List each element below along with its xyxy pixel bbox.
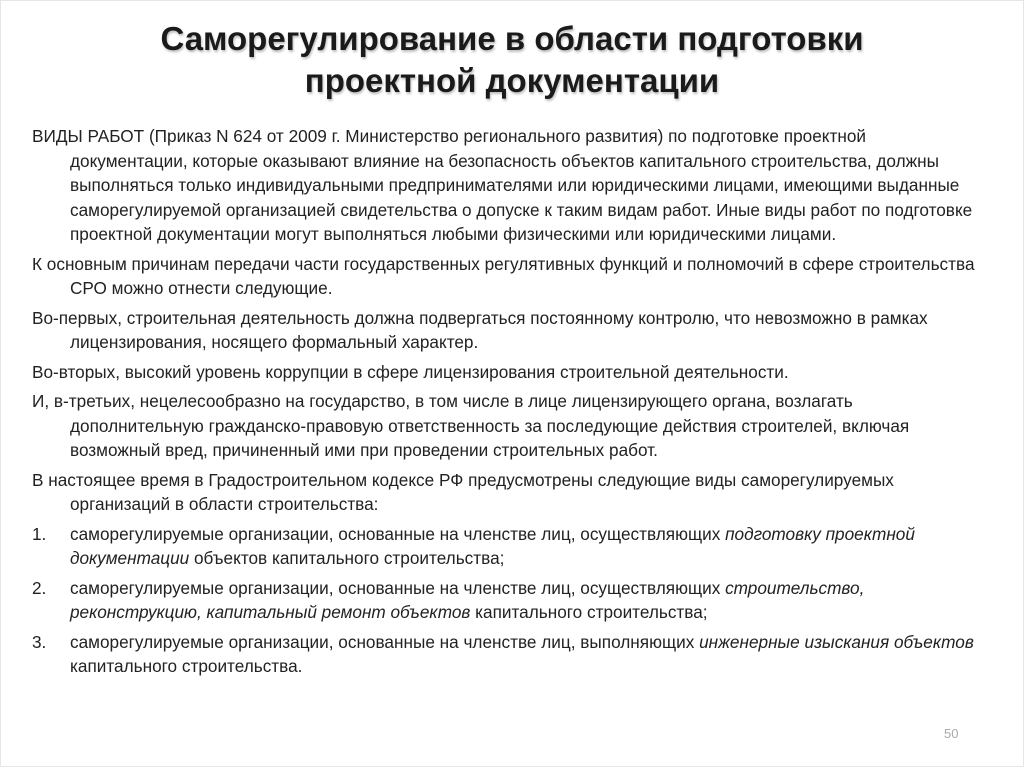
list-item-text: саморегулируемые организации, основанные на членстве лиц, осуществляющих [70,523,726,544]
list-item-text-end: капитального строительства; [470,602,708,622]
slide-body [32,124,982,684]
slide-title-line-1: Саморегулирование в области подготовки [160,20,864,57]
list-item-emphasis: подготовку проектной документации [70,523,915,568]
paragraph-work-types: ВИДЫ РАБОТ (Приказ N 624 от 2009 г. Министерство регионального развития) по подготовке проектной документации, которые оказывают влияние на безопасность объектов капитального строительства, должны выполняться только индивидуальными предпринимателями или юридическими лицами, имеющими выданные саморегулируемой организацией свидетельства о допуске к таким видам работ. Иные виды работ по подготовке проектной документации могут выполняться любыми физическими или юридическими лицами. [32,126,973,244]
list-item-emphasis: инженерные изыскания объектов [699,631,974,652]
list-item [32,576,982,625]
paragraph-sro-types-intro: В настоящее время в Градостроительном кодексе РФ предусмотрены следующие виды саморегулируемых организаций в области строительства: [32,469,894,514]
list-item-emphasis: строительство, реконструкцию, капитальный ремонт объектов [70,577,865,622]
paragraph-reasons-intro: К основным причинам передачи части государственных регулятивных функций и полномочий в сфере строительства СРО можно отнести следующие. [32,253,975,298]
list-item-text: саморегулируемые организации, основанные на членстве лиц, выполняющих [70,631,700,652]
list-item-number: 3. [32,631,47,652]
slide-title [60,18,964,102]
paragraph-reason-third: И, в-третьих, нецелесообразно на государство, в том числе в лице лицензирующего органа, возлагать дополнительную гражданско-правовую ответственность за последующие действия строителей, включая возможный вред, причиненный ими при проведении строительных работ. [32,391,910,460]
list-item-text-end: капитального строительства. [70,656,303,676]
paragraph-reason-first: Во-первых, строительная деятельность должна подвергаться постоянному контролю, что невозможно в рамках лицензирования, носящего формальный характер. [32,307,928,352]
list-item-number: 2. [32,577,47,598]
paragraph-reason-second: Во-вторых, высокий уровень коррупции в сфере лицензирования строительной деятельности. [32,361,789,382]
list-item-text: саморегулируемые организации, основанные на членстве лиц, осуществляющих [70,577,726,598]
list-item-number: 1. [32,523,47,544]
list-item-text-end: объектов капитального строительства; [189,548,505,568]
slide-title-line-2: проектной документации [304,62,720,99]
page-number: 50 [944,726,959,741]
list-item [32,522,982,571]
list-item [32,630,982,679]
